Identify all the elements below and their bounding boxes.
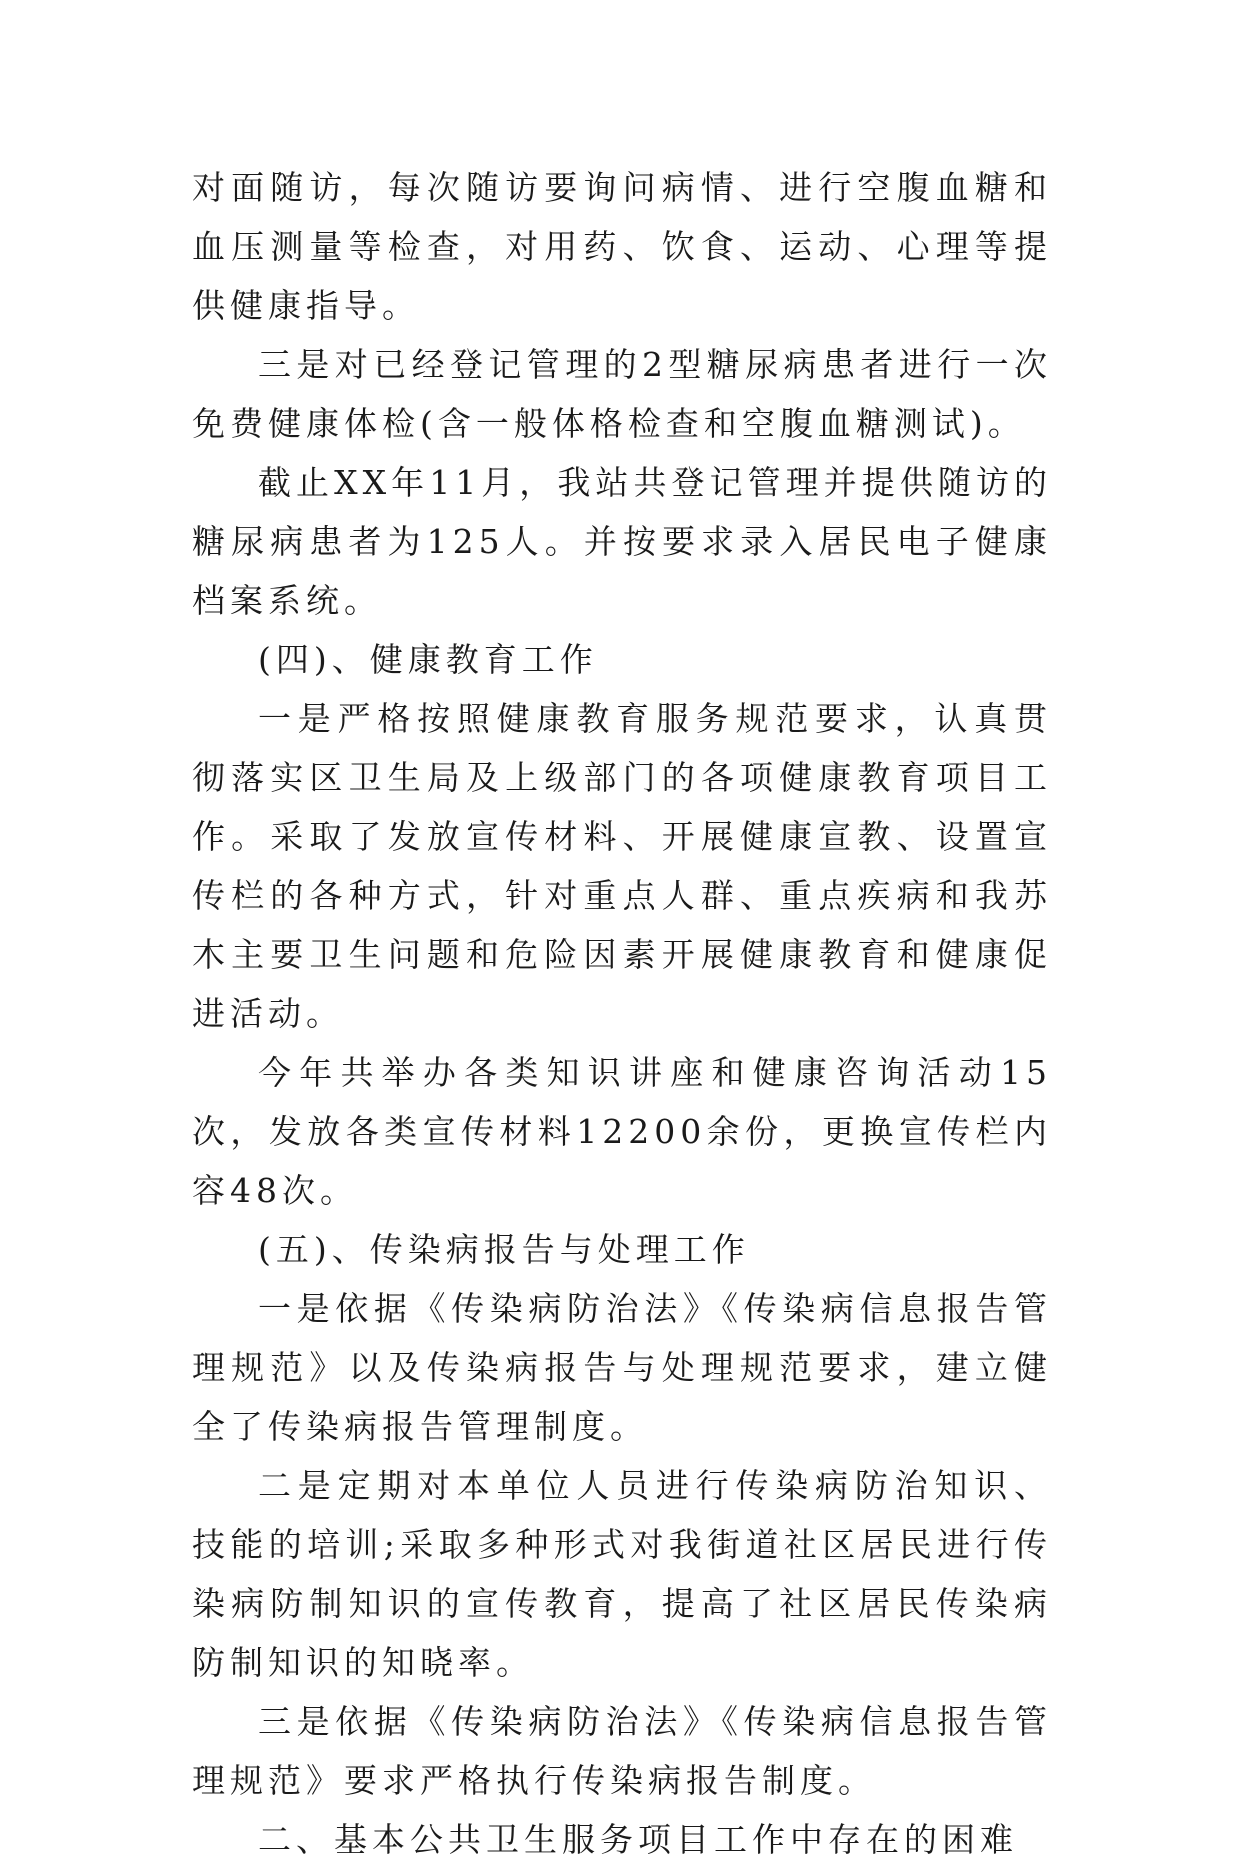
paragraph-health-education-stats: 今年共举办各类知识讲座和健康咨询活动15次，发放各类宣传材料12200余份，更换宣传栏内容48次。 (192, 1053, 1052, 1210)
paragraph-reporting-system: 一是依据《传染病防治法》《传染病信息报告管理规范》以及传染病报告与处理规范要求，建立健全了传染病报告管理制度。 (192, 1289, 1052, 1446)
document-body (192, 158, 1052, 1869)
section-heading-infectious-disease: (五)、传染病报告与处理工作 (258, 1230, 750, 1269)
paragraph-training: 二是定期对本单位人员进行传染病防治知识、技能的培训;采取多种形式对我街道社区居民进行传染病防制知识的宣传教育，提高了社区居民传染病防制知识的知晓率。 (192, 1466, 1052, 1682)
paragraph-followup-continued: 对面随访，每次随访要询问病情、进行空腹血糖和血压测量等检查，对用药、饮食、运动、心理等提供健康指导。 (192, 168, 1052, 325)
section-heading-health-education: (四)、健康教育工作 (258, 640, 598, 679)
paragraph-health-education-plan: 一是严格按照健康教育服务规范要求，认真贯彻落实区卫生局及上级部门的各项健康教育项目工作。采取了发放宣传材料、开展健康宣教、设置宣传栏的各种方式，针对重点人群、重点疾病和我苏木主要卫生问题和危险因素开展健康教育和健康促进活动。 (192, 699, 1052, 1033)
section-heading-difficulties: 二、基本公共卫生服务项目工作中存在的困难 (258, 1820, 1018, 1859)
paragraph-reporting-enforcement: 三是依据《传染病防治法》《传染病信息报告管理规范》要求严格执行传染病报告制度。 (192, 1702, 1052, 1800)
paragraph-diabetes-count: 截止XX年11月，我站共登记管理并提供随访的糖尿病患者为125人。并按要求录入居民电子健康档案系统。 (192, 463, 1052, 620)
paragraph-free-checkup: 三是对已经登记管理的2型糖尿病患者进行一次免费健康体检(含一般体格检查和空腹血糖测试)。 (192, 345, 1052, 443)
